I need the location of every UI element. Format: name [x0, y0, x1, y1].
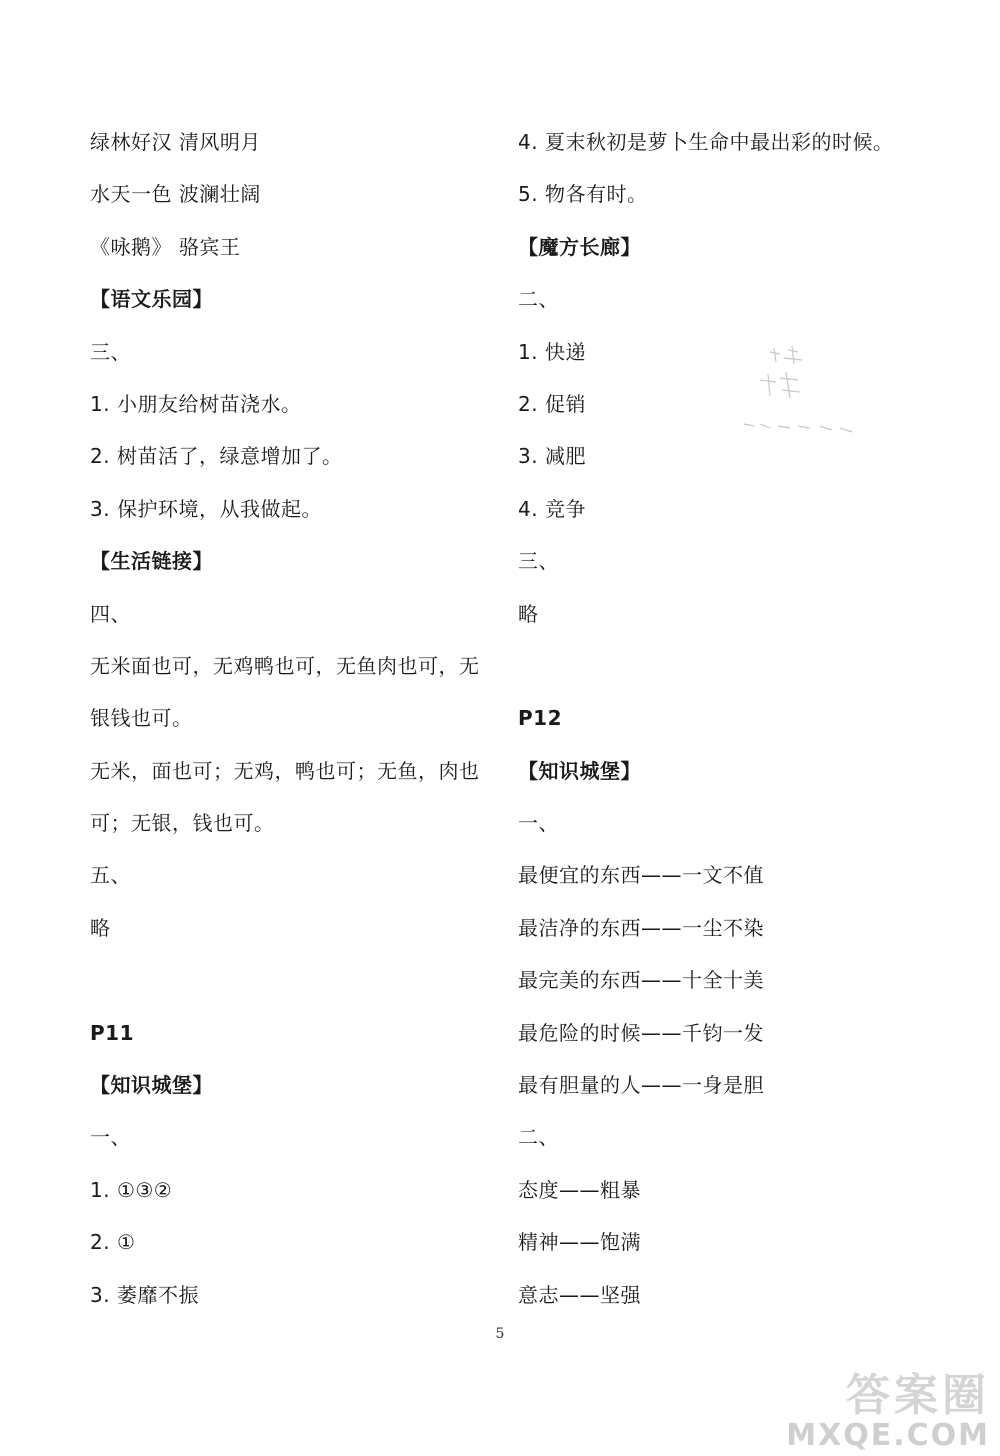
answer-line: 最便宜的东西——一文不值	[518, 863, 764, 888]
watermark-logo	[690, 1372, 990, 1452]
answer-line: 4. 夏末秋初是萝卜生命中最出彩的时候。	[518, 130, 894, 154]
answer-line: 五、	[90, 863, 131, 888]
answer-line: 三、	[90, 339, 131, 364]
answer-line: 三、	[518, 549, 559, 574]
answer-line: 一、	[518, 811, 559, 836]
answer-line: 态度——粗暴	[518, 1177, 641, 1202]
section-heading: 【知识城堡】	[518, 758, 641, 783]
faint-stamp-mark	[740, 340, 860, 440]
section-heading: 【生活链接】	[90, 549, 213, 574]
answer-line: 精神——饱满	[518, 1230, 641, 1255]
answer-line: 最有胆量的人——一身是胆	[518, 1073, 764, 1098]
answer-line: 水天一色 波澜壮阔	[90, 182, 261, 207]
answer-line: 最洁净的东西——一尘不染	[518, 915, 764, 940]
answer-line: 四、	[90, 601, 131, 626]
answer-line: 3. 保护环境，从我做起。	[90, 496, 322, 521]
answer-line: 可；无银，钱也可。	[90, 811, 275, 836]
section-heading: 【知识城堡】	[90, 1073, 213, 1098]
answer-line: 3. 萎靡不振	[90, 1282, 199, 1307]
answer-line: 1. ①③②	[90, 1177, 173, 1202]
answer-line: 一、	[90, 1125, 131, 1150]
answer-line: 银钱也可。	[90, 706, 193, 731]
answer-line: 绿林好汉 清风明月	[90, 130, 261, 154]
answer-line: 二、	[518, 1125, 559, 1150]
blank-line	[518, 640, 918, 692]
watermark-bottom-text: MXQE.COM	[786, 1418, 990, 1453]
answer-line: 3. 减肥	[518, 444, 586, 469]
answer-line: 1. 快递	[518, 339, 586, 364]
page-label: P12	[518, 706, 562, 731]
section-heading: 【魔方长廊】	[518, 234, 641, 259]
answer-line: 无米，面也可；无鸡，鸭也可；无鱼，肉也	[90, 758, 480, 783]
section-heading: 【语文乐园】	[90, 287, 213, 312]
watermark-top-text: 答案圈	[846, 1370, 990, 1421]
right-column	[518, 116, 918, 1321]
blank-line	[90, 954, 490, 1006]
answer-line: 略	[90, 915, 111, 940]
answer-line: 意志——坚强	[518, 1282, 641, 1307]
answer-line: 2. 促销	[518, 391, 586, 416]
answer-line: 2. 树苗活了，绿意增加了。	[90, 444, 343, 469]
answer-line: 最完美的东西——十全十美	[518, 968, 764, 993]
answer-line: 无米面也可，无鸡鸭也可，无鱼肉也可，无	[90, 653, 480, 678]
answer-line: 2. ①	[90, 1230, 136, 1255]
answer-line: 4. 竞争	[518, 496, 586, 521]
answer-line: 最危险的时候——千钧一发	[518, 1020, 764, 1045]
answer-line: 略	[518, 601, 539, 626]
page-number: 5	[495, 1326, 505, 1342]
answer-line: 二、	[518, 287, 559, 312]
answer-line: 《咏鹅》 骆宾王	[90, 234, 241, 259]
answer-line: 1. 小朋友给树苗浇水。	[90, 391, 302, 416]
answer-line: 5. 物各有时。	[518, 182, 648, 207]
left-column	[90, 116, 490, 1321]
page-label: P11	[90, 1020, 134, 1045]
